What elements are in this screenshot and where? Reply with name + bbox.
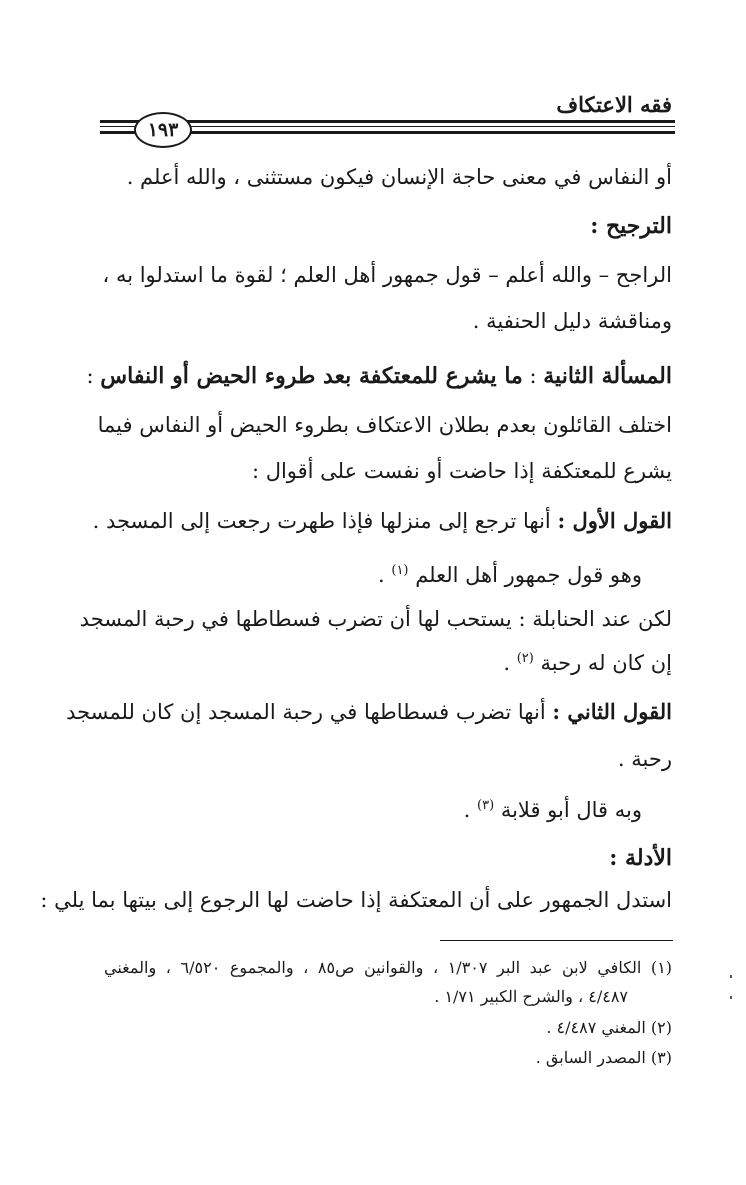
qawl-1-support-text: وهو قول جمهور أهل العلم (415, 563, 642, 587)
footnote-1-line-2: ٤/٤٨٧ ، والشرح الكبير ١/٧١ . (434, 987, 628, 1006)
hanabila-line-2 (503, 644, 672, 678)
ikhtilaf-line-2: يشرع للمعتكفة إذا حاضت أو نفست على أقوال : (251, 459, 672, 483)
footnote-separator (440, 940, 673, 941)
masala-separator: : (522, 364, 544, 388)
footnote-ref-3: (٣) (477, 798, 495, 813)
scan-speck (730, 975, 732, 978)
masala-label: المسألة الثانية (543, 363, 672, 389)
masala-title: ما يشرع للمعتكفة بعد طروء الحيض أو النفاس (100, 363, 523, 389)
qawl-1-text: أنها ترجع إلى منزلها فإذا طهرت رجعت إلى المسجد . (92, 509, 558, 533)
qawl-1 (93, 506, 672, 536)
qawl-2-period: . (463, 798, 477, 822)
ikhtilaf-line-1: اختلف القائلون بعدم بطلان الاعتكاف بطروء الحيض أو النفاس فيما (97, 413, 672, 437)
footnote-1-line-1: (١) الكافي لابن عبد البر ١/٣٠٧ ، والقوانين ص٨٥ ، والمجموع ٦/٥٢٠ ، والمغني (104, 958, 673, 977)
footnote-3: (٣) المصدر السابق . (535, 1048, 672, 1067)
qawl-2-cont: رحبة . (617, 747, 672, 771)
tarjih-line-2: ومناقشة دليل الحنفية . (472, 309, 672, 333)
adilla-line: استدل الجمهور على أن المعتكفة إذا حاضت لها الرجوع إلى بيتها بما يلي : (40, 888, 672, 912)
masala-end: : (86, 364, 101, 388)
scan-speck (730, 996, 732, 999)
footnote-ref-2: (٢) (516, 651, 534, 666)
running-header-title: فقه الاعتكاف (556, 92, 672, 117)
masala-heading (87, 361, 672, 391)
tarjih-heading: الترجيح : (590, 213, 672, 239)
footnote-ref-1: (١) (391, 563, 409, 578)
qawl-2-label: القول الثاني : (552, 699, 672, 724)
qawl-1-period: . (378, 563, 392, 587)
qawl-1-support (378, 556, 642, 590)
qawl-2 (66, 697, 672, 727)
page-number: ١٩٣ (134, 112, 192, 148)
tarjih-line-1: الراجح – والله أعلم – قول جمهور أهل العلم ؛ لقوة ما استدلوا به ، (102, 263, 672, 287)
hanabila-line-2-text: إن كان له رحبة (540, 651, 672, 675)
adilla-heading: الأدلة : (609, 845, 672, 871)
hanabila-period: . (503, 651, 517, 675)
qawl-1-label: القول الأول : (557, 508, 672, 533)
hanabila-line-1: لكن عند الحنابلة : يستحب لها أن تضرب فسطاطها في رحبة المسجد (79, 607, 672, 631)
footnote-2: (٢) المغني ٤/٤٨٧ . (546, 1018, 672, 1037)
body-line-1: أو النفاس في معنى حاجة الإنسان فيكون مستثنى ، والله أعلم . (126, 165, 672, 189)
qawl-2-text: أنها تضرب فسطاطها في رحبة المسجد إن كان للمسجد (66, 700, 553, 724)
qawl-2-support (464, 791, 642, 825)
qawl-2-support-text: وبه قال أبو قلابة (500, 798, 642, 822)
